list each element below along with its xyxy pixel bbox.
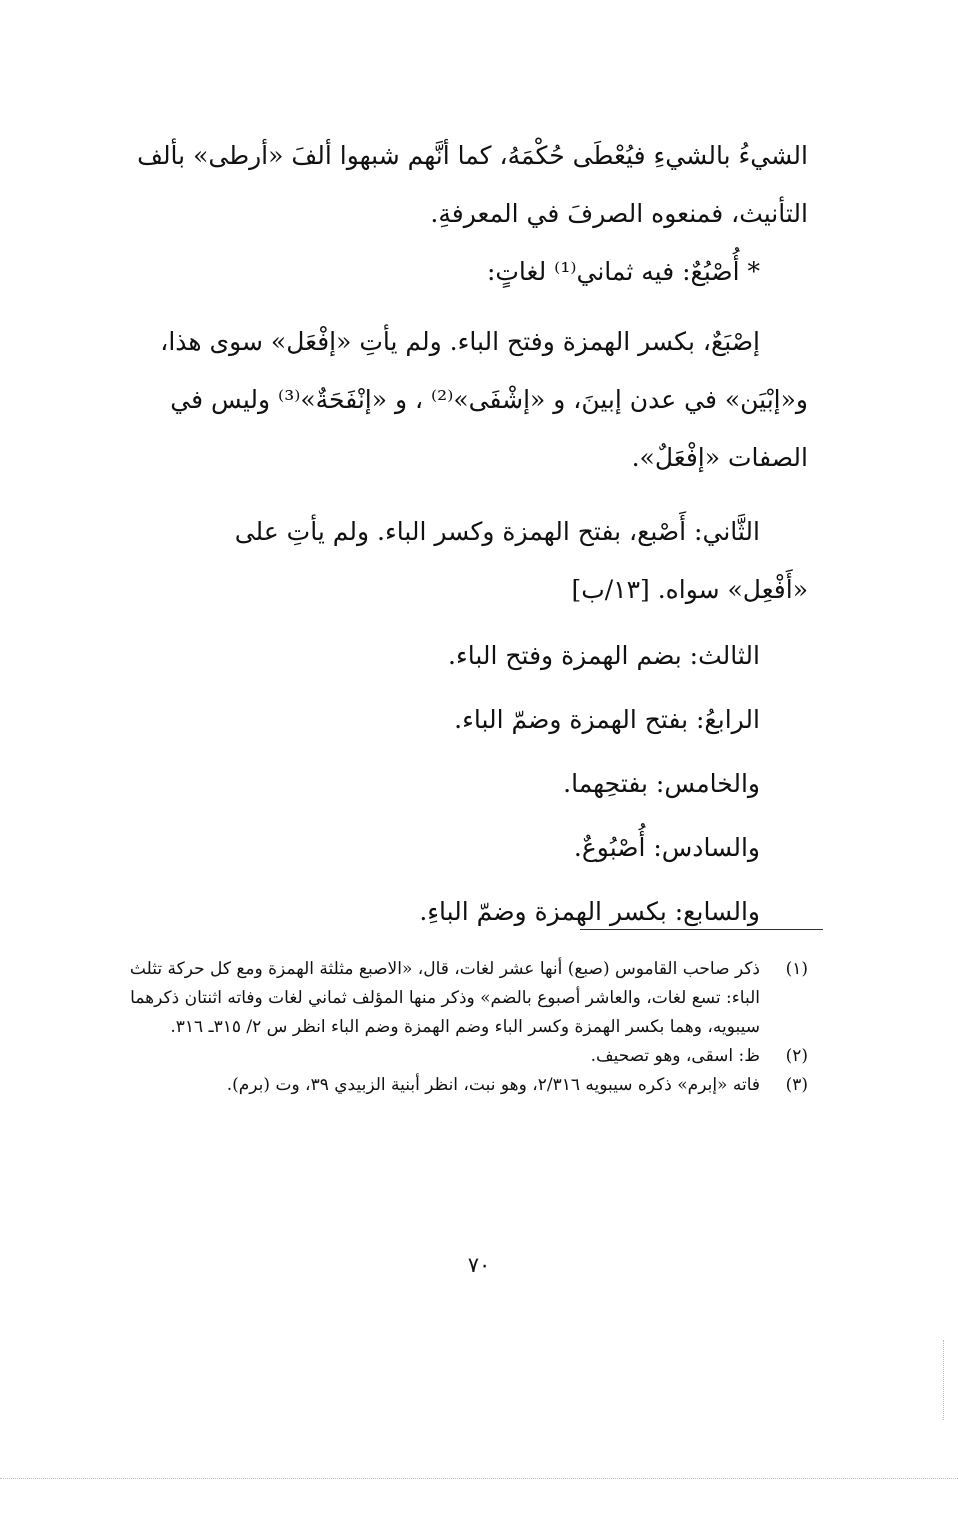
entry-heading-text: * أُصْبُعٌ: فيه ثماني⁽¹⁾ لغاتٍ: bbox=[486, 257, 760, 286]
text-line: الصفات «إفْعَلٌ». bbox=[631, 443, 808, 472]
footnote-3 bbox=[118, 1071, 808, 1100]
footnote-number: (١) bbox=[785, 959, 808, 979]
scan-bottom-edge bbox=[0, 1478, 958, 1479]
entry-heading bbox=[118, 243, 808, 301]
paragraph-first-form bbox=[118, 313, 808, 487]
paragraph-intro bbox=[118, 127, 808, 243]
paragraph-fourth-form bbox=[118, 691, 808, 749]
footnote-text: ظ: اسقى، وهو تصحيف. bbox=[590, 1046, 760, 1066]
text-line: الثالث: بضم الهمزة وفتح الباء. bbox=[448, 641, 760, 670]
footnote-number: (٢) bbox=[785, 1046, 808, 1066]
paragraph-third-form bbox=[118, 627, 808, 685]
paragraph-seventh-form bbox=[118, 883, 808, 941]
footnote-text: ذكر صاحب القاموس (صبع) أنها عشر لغات، قال، «الاصبع مثلثة الهمزة ومع كل حركة تثلث الباء: تسع لغات، والعاشر أصبوع بالضم» وذكر منها المؤلف ثماني لغات وفاته اثنتان ذكرهما سيبويه، وهما بكسر الهمزة وكسر الباء وضم الهمزة وضم الباء انظر س ٢/ ٣١٥ـ ٣١٦. bbox=[129, 959, 760, 1037]
footnote-number: (٣) bbox=[785, 1075, 808, 1095]
text-line: و«إبْيَن» في عدن إبينَ، و «إشْفَى»⁽²⁾ ، و «إنْفَحَةٌ»⁽³⁾ وليس في bbox=[170, 385, 808, 414]
footnote-1 bbox=[118, 955, 808, 1042]
footnote-divider bbox=[580, 929, 823, 930]
text-line: والسادس: أُصْبُوعٌ. bbox=[573, 833, 760, 862]
paragraph-second-form bbox=[118, 503, 808, 619]
text-line: والسابع: بكسر الهمزة وضمّ الباءِ. bbox=[419, 897, 760, 926]
scan-edge-mark bbox=[943, 1340, 944, 1420]
page-number: ٧٠ bbox=[467, 1253, 491, 1277]
text-line: التأنيث، فمنعوه الصرفَ في المعرفةِ. bbox=[430, 199, 808, 228]
text-line: والخامس: بفتحِهما. bbox=[563, 769, 760, 798]
text-line: الشيءُ بالشيءِ فيُعْطَى حُكْمَهُ، كما أنَّهم شبهوا ألفَ «أرطى» بألف bbox=[137, 141, 808, 170]
footnote-text: فاته «إبرم» ذكره سيبويه ٢/٣١٦، وهو نبت، انظر أبنية الزبيدي ٣٩، وت (برم). bbox=[226, 1075, 760, 1095]
text-line: «أَفْعِل» سواه. [١٣/ب] bbox=[571, 575, 808, 604]
text-line: إصْبَعٌ، بكسر الهمزة وفتح الباء. ولم يأتِ «إفْعَل» سوى هذا، bbox=[160, 327, 760, 356]
footnote-2 bbox=[118, 1042, 808, 1071]
footnotes bbox=[118, 955, 808, 1100]
text-line: الثَّاني: أَصْبع، بفتح الهمزة وكسر الباء. ولم يأتِ على bbox=[234, 517, 760, 546]
text-line: الرابعُ: بفتح الهمزة وضمّ الباء. bbox=[454, 705, 760, 734]
main-text bbox=[118, 127, 808, 947]
paragraph-sixth-form bbox=[118, 819, 808, 877]
paragraph-fifth-form bbox=[118, 755, 808, 813]
